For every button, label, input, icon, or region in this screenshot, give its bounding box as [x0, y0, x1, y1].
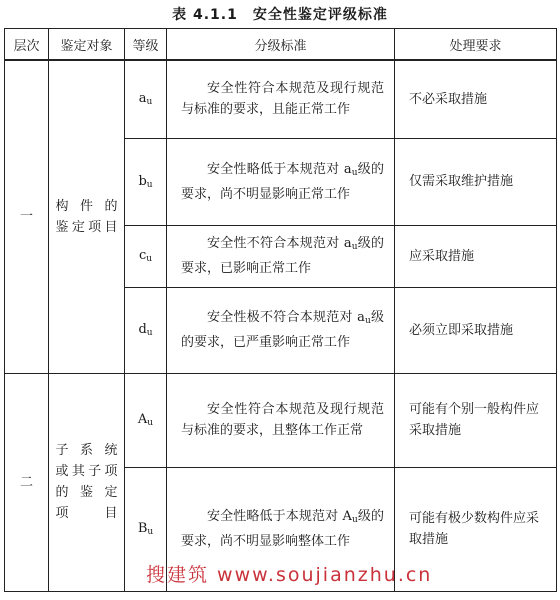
object-cell: 构件的 鉴定项目 [49, 60, 125, 373]
standard-cell: 安全性略低于本规范对 $A_u$级的要求，尚不明显影响整体工作 [167, 467, 395, 591]
grade-cell: $A_u$ [125, 373, 167, 467]
standard-cell: 安全性不符合本规范对 $a_u$级的要求，已影响正常工作 [167, 225, 395, 287]
action-cell: 不必采取措施 [395, 60, 557, 138]
level-cell: 二 [5, 373, 49, 591]
table-row [5, 373, 557, 467]
grade-cell: $c_u$ [125, 225, 167, 287]
grade-cell: $B_u$ [125, 467, 167, 591]
table-row [5, 60, 557, 138]
header-standard: 分级标准 [167, 29, 395, 61]
action-cell: 可能有极少数构件应采取措施 [395, 467, 557, 591]
standard-cell: 安全性符合本规范及现行规范与标准的要求，且能正常工作 [167, 60, 395, 138]
object-cell: 子系统 或其子项 的鉴定 项目 [49, 373, 125, 591]
header-grade: 等级 [125, 29, 167, 61]
grade-cell: $b_u$ [125, 138, 167, 225]
header-row [5, 29, 557, 61]
watermark: 搜建筑 www.soujianzhu.cn [146, 564, 433, 586]
grade-cell: $a_u$ [125, 60, 167, 138]
grade-cell: $d_u$ [125, 287, 167, 373]
standard-cell: 安全性极不符合本规范对 $a_u$级的要求，已严重影响正常工作 [167, 287, 395, 373]
header-object: 鉴定对象 [49, 29, 125, 61]
standard-cell: 安全性符合本规范及现行规范与标准的要求，且整体工作正常 [167, 373, 395, 467]
action-cell: 可能有个别一般构件应采取措施 [395, 373, 557, 467]
standard-cell: 安全性略低于本规范对 $a_u$级的要求，尚不明显影响正常工作 [167, 138, 395, 225]
header-level: 层次 [5, 29, 49, 61]
level-cell: 一 [5, 60, 49, 373]
action-cell: 应采取措施 [395, 225, 557, 287]
rating-standard-table [4, 28, 557, 592]
table-title: 表 4.1.1 安全性鉴定评级标准 [172, 7, 388, 23]
action-cell: 必须立即采取措施 [395, 287, 557, 373]
action-cell: 仅需采取维护措施 [395, 138, 557, 225]
header-action: 处理要求 [395, 29, 557, 61]
